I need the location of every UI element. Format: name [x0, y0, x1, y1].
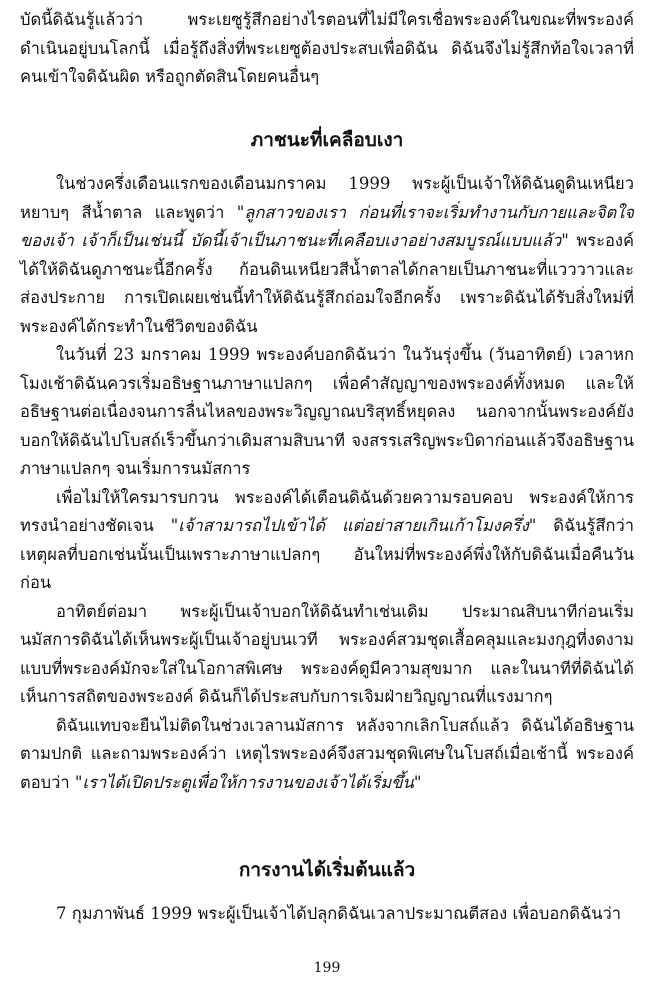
section1-body — [20, 170, 634, 797]
section2-body — [20, 900, 634, 929]
quoted-speech: "ลูกสาวของเรา ก่อนที่เราจะเริ่มทำงานกับกายและจิตใจของเจ้า เจ้าก็เป็นเช่นนี้ บัดนี้เจ้าเป็นภาชนะที่เคลือบเงาอย่างสมบูรณ์แบบแล้ว" — [20, 202, 634, 250]
paragraph-text: ดิฉันแทบจะยืนไม่ติดในช่วงเวลานมัสการ หลังจากเลิกโบสถ์แล้ว ดิฉันได้อธิษฐานตามปกติ และถามพระองค์ว่า เหตุไรพระองค์จึงสวมชุดพิเศษในโบสถ์เมื่อเช้านี้ พระองค์ตอบว่า — [20, 715, 634, 792]
paragraph-text: พระองค์ได้ให้ดิฉันดูภาชนะนี้อีกครั้ง ก้อนดินเหนียวสีน้ำตาลได้กลายเป็นภาชนะที่แวววาวและส่องประกาย การเปิดเผยเช่นนี้ทำให้ดิฉันรู้สึกถ่อมใจอีกครั้ง เพราะดิฉันได้รับสิ่งใหม่ที่พระองค์ได้กระทำในชีวิตของดิฉัน — [20, 231, 634, 336]
section1-paragraph-3 — [20, 484, 634, 598]
section1-paragraph-2: ในวันที่ 23 มกราคม 1999 พระองค์บอกดิฉันว่า ในวันรุ่งขึ้น (วันอาทิตย์) เวลาหกโมงเช้าดิฉันควรเริ่มอธิษฐานภาษาแปลกๆ เพื่อคำสัญญาของพระองค์ทั้งหมด และให้อธิษฐานต่อเนื่องจนการลื่นไหลของพระวิญญาณบริสุทธิ์หยุดลง นอกจากนั้นพระองค์ยังบอกให้ดิฉันไปโบสถ์เร็วขึ้นกว่าเดิมสามสิบนาที จงสรรเสริญพระบิดาก่อนแล้วจึงอธิษฐานภาษาแปลกๆ จนเริ่มการนมัสการ — [20, 345, 634, 478]
paragraph-text: เพื่อไม่ให้ใครมารบกวน พระองค์ได้เตือนดิฉันด้วยความรอบคอบ พระองค์ให้การทรงนำอย่างชัดเจน — [20, 487, 634, 535]
section1-paragraph-1 — [20, 170, 634, 341]
section-heading-work-has-begun: การงานได้เริ่มต้นแล้ว — [238, 859, 416, 881]
section2-paragraph-1: 7 กุมภาพันธ์ 1999 พระผู้เป็นเจ้าได้ปลุกดิฉันเวลาประมาณตีสอง เพื่อบอกดิฉันว่า — [56, 904, 622, 923]
intro-paragraph-block — [20, 6, 634, 92]
section1-paragraph-5 — [20, 712, 634, 798]
quoted-speech: "เจ้าสามารถไปเข้าได้ แต่อย่าสายเกินเก้าโมงครึ่ง" — [170, 516, 537, 535]
intro-paragraph: บัดนี้ดิฉันรู้แล้วว่า พระเยซูรู้สึกอย่างไรตอนที่ไม่มีใครเชื่อพระองค์ในขณะที่พระองค์ดำเนินอยู่บนโลกนี้ เมื่อรู้ถึงสิ่งที่พระเยซูต้องประสบเพื่อดิฉัน ดิฉันจึงไม่รู้สึกท้อใจเวลาที่คนเข้าใจดิฉันผิด หรือถูกตัดสินโดยคนอื่นๆ — [20, 10, 634, 86]
paragraph-text: ในช่วงครึ่งเดือนแรกของเดือนมกราคม 1999 พระผู้เป็นเจ้าให้ดิฉันดูดินเหนียวหยาบๆ สีน้ำตาล และพูดว่า — [20, 174, 634, 222]
paragraph-text: ดิฉันรู้สึกว่าเหตุผลที่บอกเช่นนั้นเป็นเพราะภาษาแปลกๆ อันใหม่ที่พระองค์พึ่งให้กับดิฉันเมื่อคืนวันก่อน — [20, 516, 634, 592]
page-number: 199 — [313, 960, 341, 976]
quoted-speech: "เราได้เปิดประตูเพื่อให้การงานของเจ้าได้เริ่มขึ้น" — [74, 772, 422, 792]
section-heading-glazed-vessel: ภาชนะที่เคลือบเงา — [250, 129, 404, 151]
section1-paragraph-4: อาทิตย์ต่อมา พระผู้เป็นเจ้าบอกให้ดิฉันทำเช่นเดิม ประมาณสิบนาทีก่อนเริ่มนมัสการดิฉันได้เห็นพระผู้เป็นเจ้าอยู่บนเวที พระองค์สวมชุดเสื้อคลุมและมงกุฎที่งดงามแบบที่พระองค์มักจะใส่ในโอกาสพิเศษ พระองค์ดูมีความสุขมาก และในนาทีที่ดิฉันได้เห็นการสถิตของพระองค์ ดิฉันก็ได้ประสบกับการเจิมฝ่ายวิญญาณที่แรงมากๆ — [20, 601, 634, 706]
